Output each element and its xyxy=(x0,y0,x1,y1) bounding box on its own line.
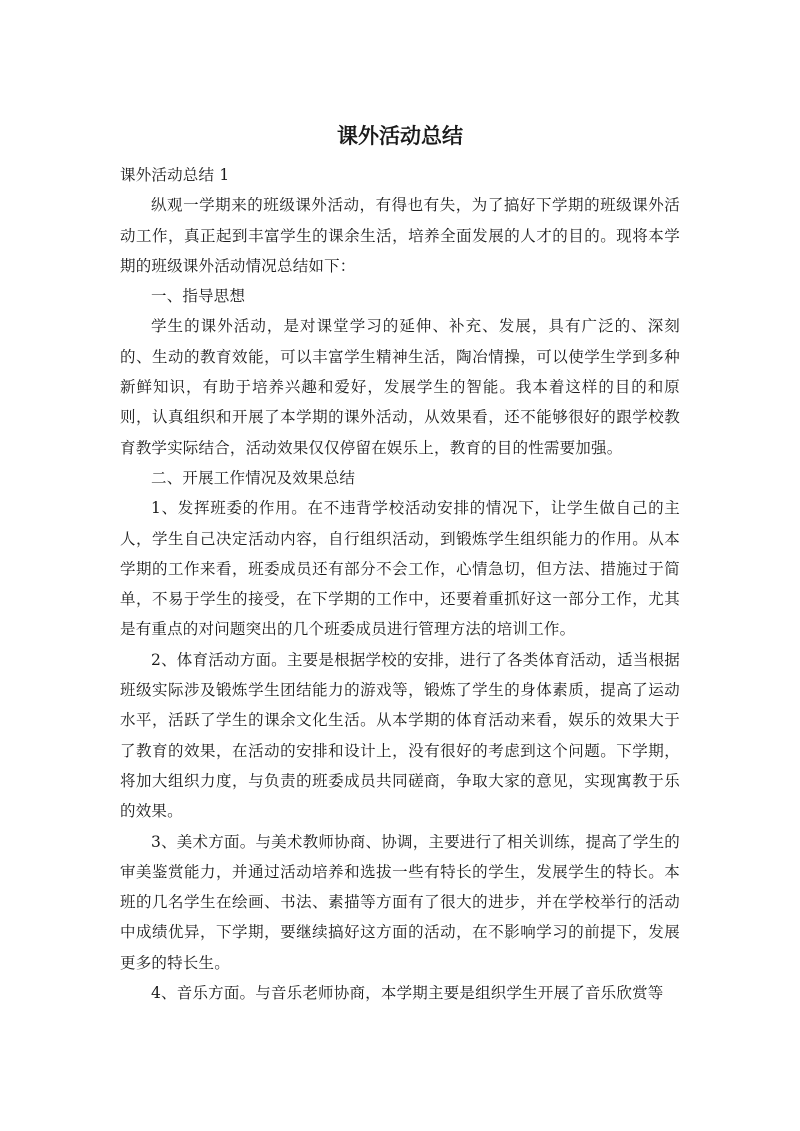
paragraph-music: 4、音乐方面。与音乐老师协商，本学期主要是组织学生开展了音乐欣赏等 xyxy=(151,984,664,1003)
heading-guiding-ideology: 一、指导思想 xyxy=(151,287,246,306)
paragraph-sports: 2、体育活动方面。主要是根据学校的安排，进行了各类体育活动，适当根据班级实际涉及锻炼学生团结能力的游戏等，锻炼了学生的身体素质，提高了运动水平，活跃了学生的课余文化生活。从本学期的体育活动来看，娱乐的效果大于了教育的效果，在活动的安排和设计上，没有很好的考虑到这个问题。下学期，将加大组织力度，与负责的班委成员共同磋商，争取大家的意见，实现寓教于乐的效果。 xyxy=(120,650,680,821)
heading-work-summary: 二、开展工作情况及效果总结 xyxy=(151,468,356,487)
paragraph-intro: 纵观一学期来的班级课外活动，有得也有失，为了搞好下学期的班级课外活动工作，真正起到丰富学生的课余生活，培养全面发展的人才的目的。现将本学期的班级课外活动情况总结如下： xyxy=(120,196,680,275)
section-subtitle: 课外活动总结 1 xyxy=(120,166,230,184)
paragraph-guiding-ideology: 学生的课外活动，是对课堂学习的延伸、补充、发展，具有广泛的、深刻的、生动的教育效能，可以丰富学生精神生活，陶冶情操，可以使学生学到多种新鲜知识，有助于培养兴趣和爱好，发展学生的智能。我本着这样的目的和原则，认真组织和开展了本学期的课外活动，从效果看，还不能够很好的跟学校教育教学实际结合，活动效果仅仅停留在娱乐上，教育的目的性需要加强。 xyxy=(120,317,680,457)
document-body xyxy=(120,160,680,1008)
document-title: 课外活动总结 xyxy=(337,124,463,148)
paragraph-class-committee: 1、发挥班委的作用。在不违背学校活动安排的情况下，让学生做自己的主人，学生自己决定活动内容，自行组织活动，到锻炼学生组织能力的作用。从本学期的工作来看，班委成员还有部分不会工作，心情急切，但方法、措施过于简单，不易于学生的接受，在下学期的工作中，还要着重抓好这一部分工作，尤其是有重点的对问题突出的几个班委成员进行管理方法的培训工作。 xyxy=(120,499,680,639)
paragraph-art: 3、美术方面。与美术教师协商、协调，主要进行了相关训练，提高了学生的审美鉴赏能力，并通过活动培养和选拔一些有特长的学生，发展学生的特长。本班的几名学生在绘画、书法、素描等方面有了很大的进步，并在学校举行的活动中成绩优异，下学期，要继续搞好这方面的活动，在不影响学习的前提下，发展更多的特长生。 xyxy=(120,832,680,972)
